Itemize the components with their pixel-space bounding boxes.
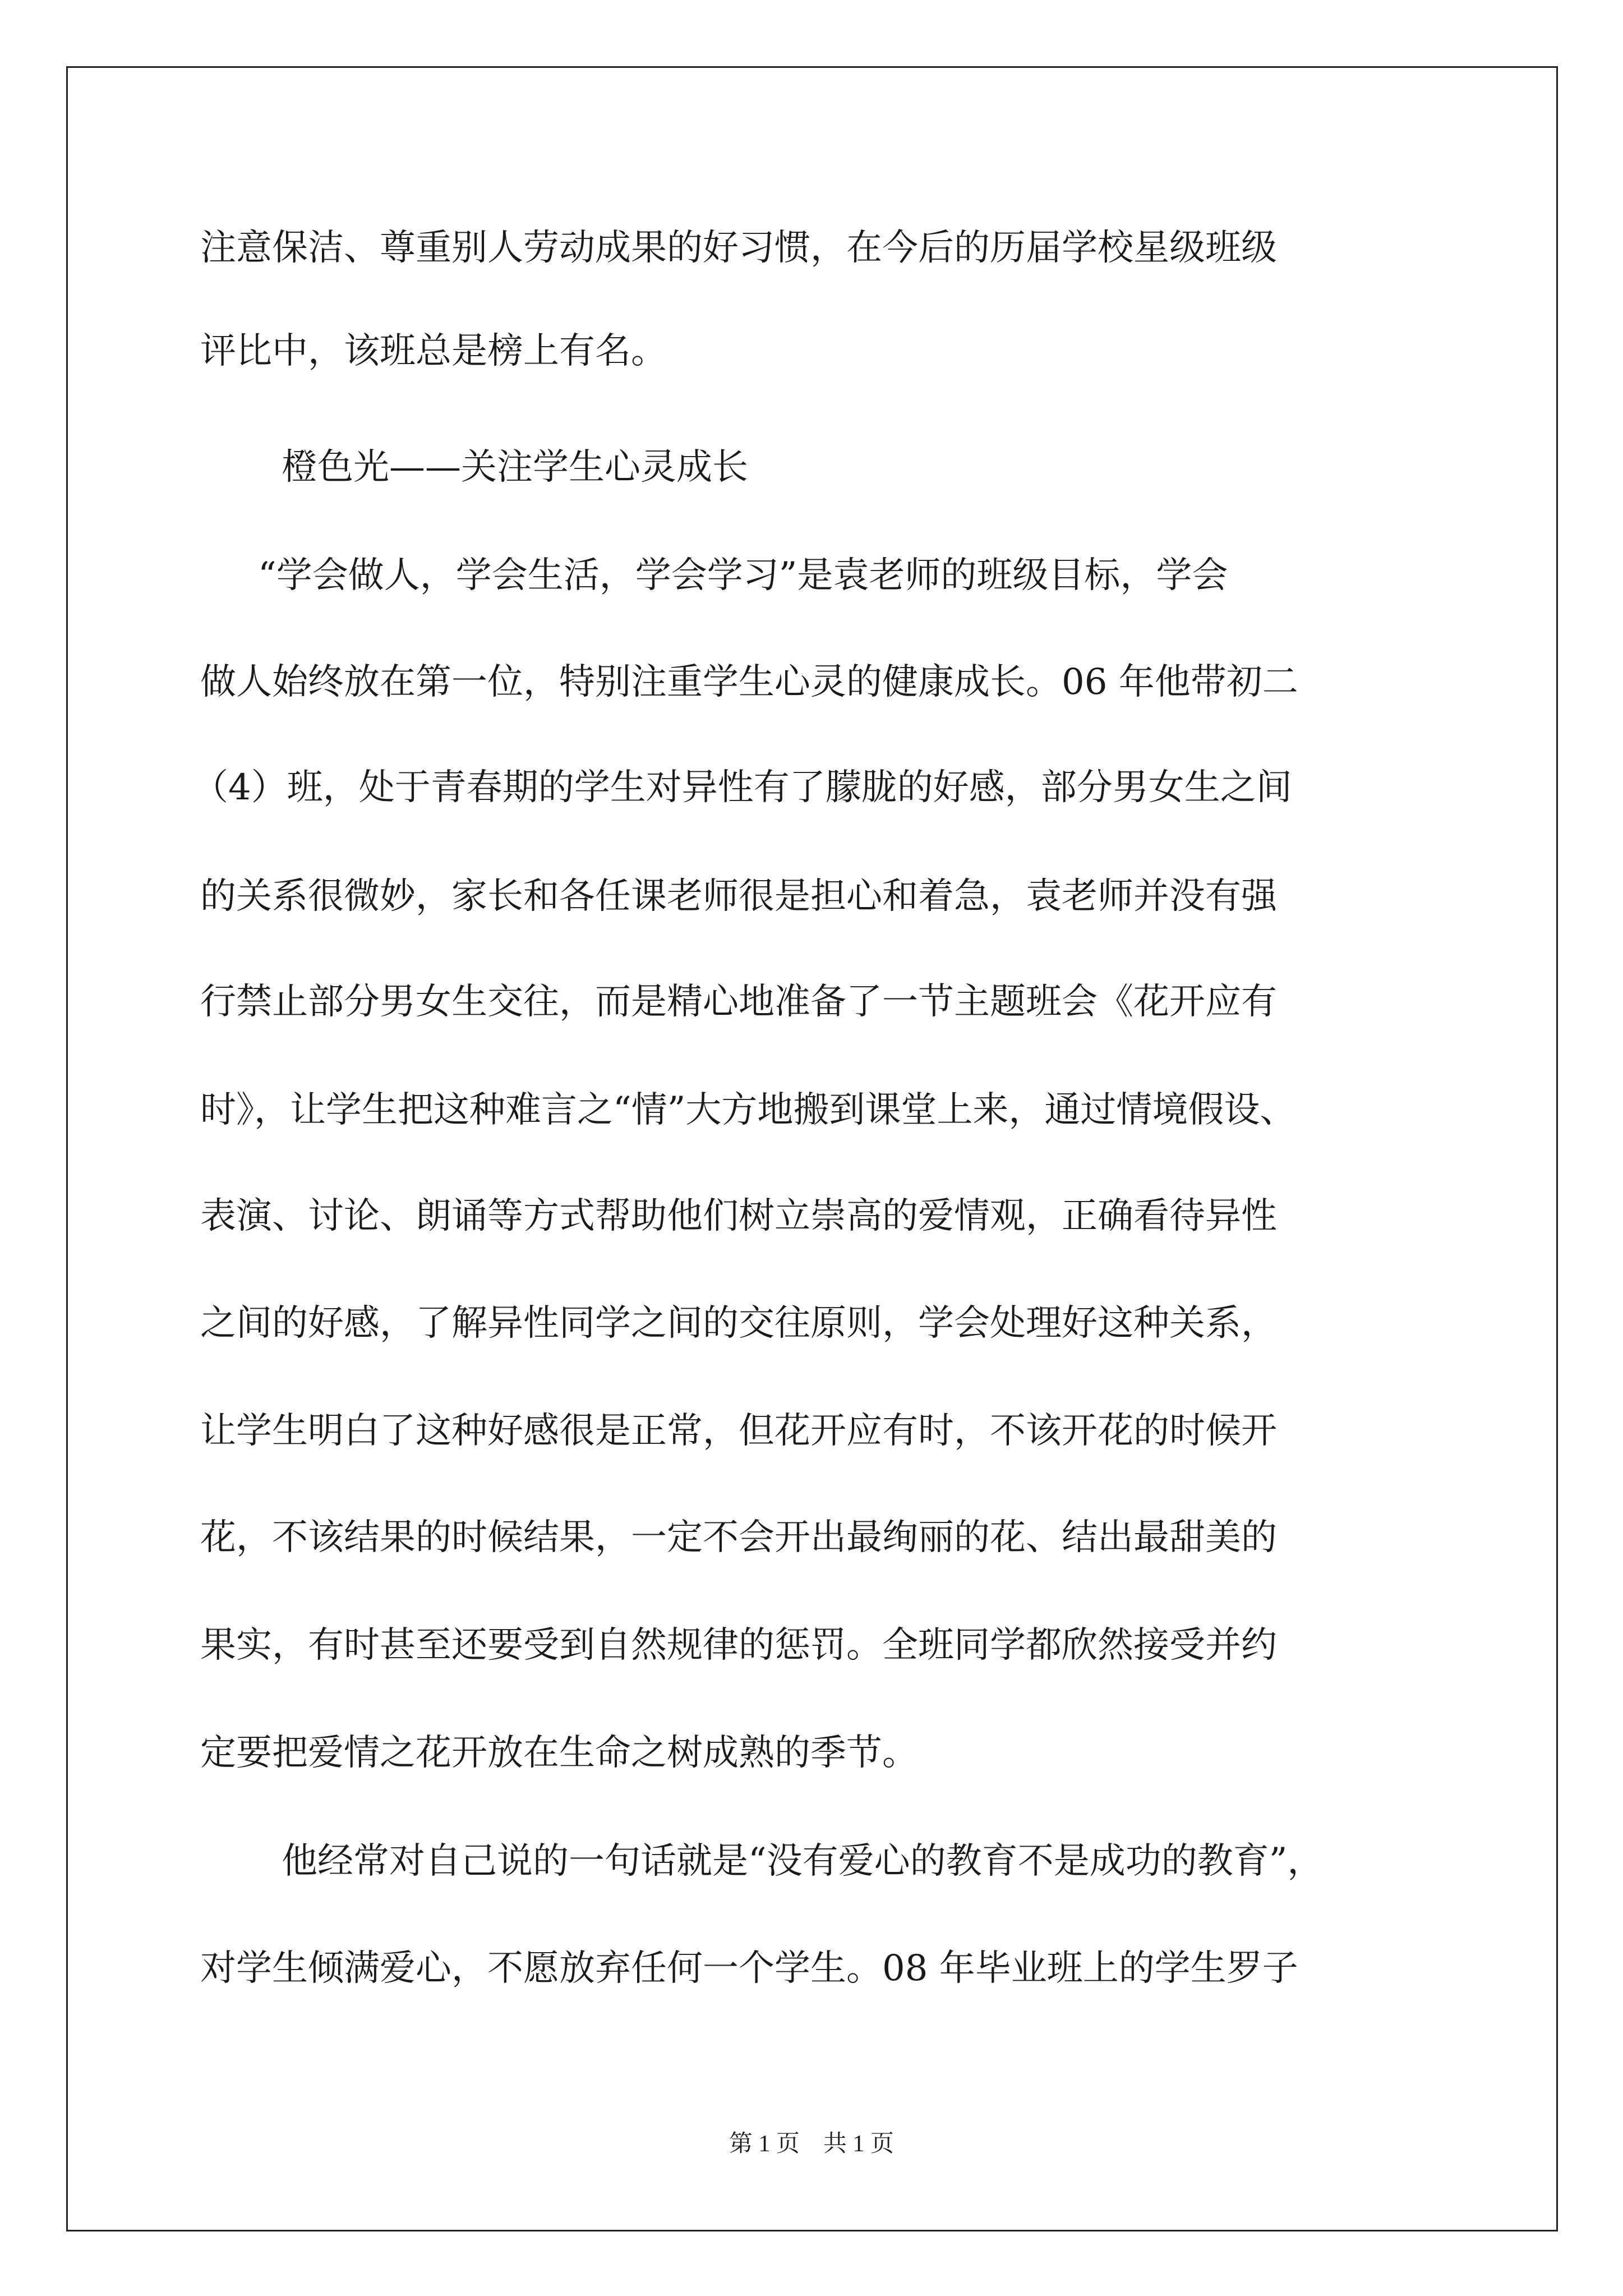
text-line: “学会做人，学会生活，学会学习”是袁老师的班级目标，学会 <box>258 555 1228 596</box>
text-line: 时》，让学生把这种难言之“情”大方地搬到课堂上来，通过情境假设、 <box>200 1089 1296 1131</box>
text-line: 做人始终放在第一位，特别注重学生心灵的健康成长。06 年他带初二 <box>200 661 1298 703</box>
text-line: （4）班，处于青春期的学生对异性有了朦胧的好感，部分男女生之间 <box>192 767 1292 808</box>
text-line: 行禁止部分男女生交往，而是精心地准备了一节主题班会《花开应有 <box>200 981 1277 1023</box>
text-line: 对学生倾满爱心，不愿放弃任何一个学生。08 年毕业班上的学生罗子 <box>200 1948 1298 1989</box>
text-line: 之间的好感，了解异性同学之间的交往原则，学会处理好这种关系， <box>200 1303 1277 1344</box>
text-line: 让学生明白了这种好感很是正常，但花开应有时，不该开花的时候开 <box>200 1410 1277 1452</box>
text-line: 注意保洁、尊重别人劳动成果的好习惯，在今后的历届学校星级班级 <box>200 227 1277 269</box>
page-border <box>66 66 1558 2231</box>
text-line: 花，不该结果的时候结果，一定不会开出最绚丽的花、结出最甜美的 <box>200 1517 1277 1558</box>
section-heading: 橙色光——关注学生心灵成长 <box>282 447 748 488</box>
text-line: 的关系很微妙，家长和各任课老师很是担心和着急，袁老师并没有强 <box>200 876 1277 917</box>
text-line: 他经常对自己说的一句话就是“没有爱心的教育不是成功的教育”， <box>282 1841 1324 1882</box>
text-line: 果实，有时甚至还要受到自然规律的惩罚。全班同学都欣然接受并约 <box>200 1625 1277 1666</box>
page-number: 第 1 页 共 1 页 <box>728 2131 894 2157</box>
text-line: 定要把爱情之花开放在生命之树成熟的季节。 <box>200 1732 918 1774</box>
text-line: 表演、讨论、朗诵等方式帮助他们树立崇高的爱情观，正确看待异性 <box>200 1195 1277 1237</box>
text-line: 评比中，该班总是榜上有名。 <box>200 330 667 372</box>
